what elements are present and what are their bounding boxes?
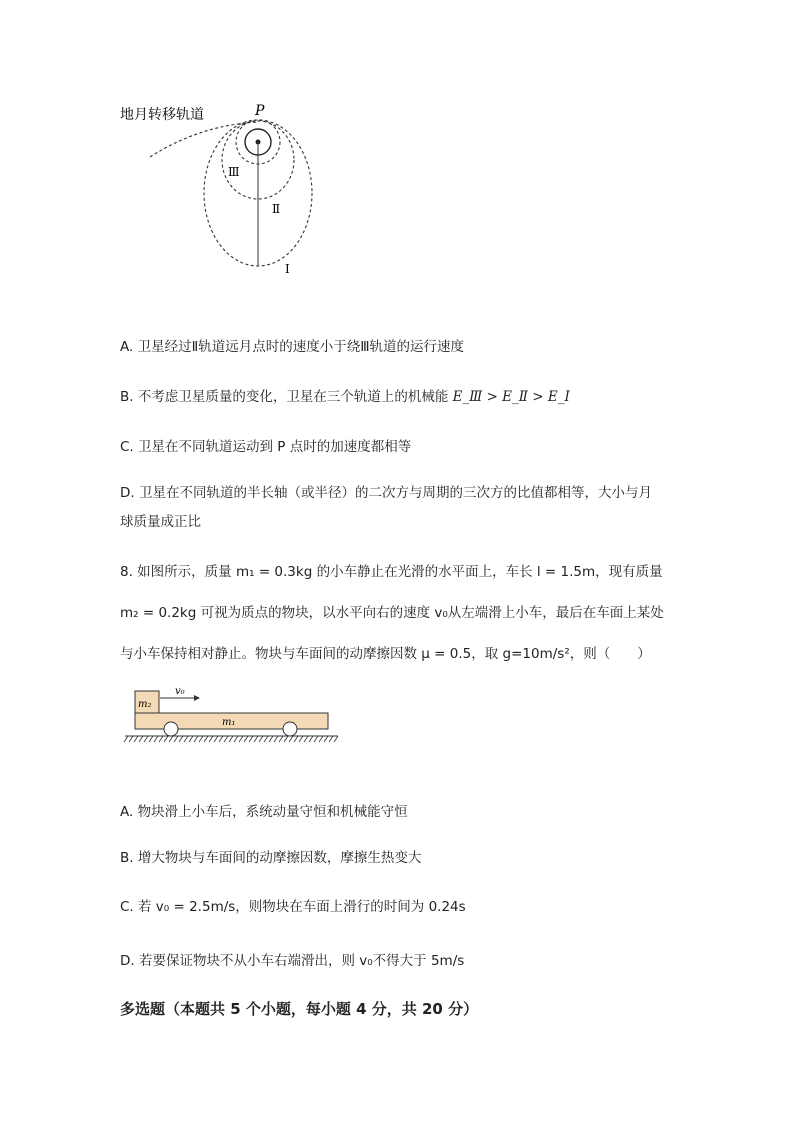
q7-option-b-text: B. 不考虑卫星质量的变化，卫星在三个轨道上的机械能	[120, 389, 449, 405]
orbit-1-label: I	[285, 262, 290, 276]
point-p-label: P	[255, 103, 265, 119]
orbit-figure	[110, 95, 340, 285]
transfer-orbit-label: 地月转移轨道	[120, 107, 204, 123]
q8-option-d: D. 若要保证物块不从小车右端滑出，则 v₀不得大于 5m/s	[120, 953, 465, 969]
q8-stem-line3: 与小车保持相对静止。物块与车面间的动摩擦因数 μ = 0.5，取 g=10m/s²，则（ ）	[120, 646, 651, 662]
q7-option-b	[120, 385, 570, 405]
q7-option-c: C. 卫星在不同轨道运动到 P 点时的加速度都相等	[120, 439, 412, 455]
cart-m1-label: m₁	[222, 717, 236, 728]
q8-stem-line1: 8. 如图所示，质量 m₁ = 0.3kg 的小车静止在光滑的水平面上，车长 l = 1.5m，现有质量	[120, 564, 663, 580]
section-heading: 多选题（本题共 5 个小题，每小题 4 分，共 20 分）	[120, 1000, 479, 1018]
q8-option-c: C. 若 v₀ = 2.5m/s，则物块在车面上滑行的时间为 0.24s	[120, 899, 466, 915]
q8-stem-line2: m₂ = 0.2kg 可视为质点的物块，以水平向右的速度 v₀从左端滑上小车，最后在车面上某处	[120, 605, 664, 621]
q7-option-a: A. 卫星经过Ⅱ轨道远月点时的速度小于绕Ⅲ轨道的运行速度	[120, 339, 465, 355]
cart-wheel-left	[164, 722, 178, 736]
block-m2-label: m₂	[138, 699, 152, 710]
cart-figure	[120, 680, 350, 750]
orbit-2-label: Ⅱ	[272, 202, 281, 216]
q8-option-a: A. 物块滑上小车后，系统动量守恒和机械能守恒	[120, 804, 408, 820]
q8-option-b: B. 增大物块与车面间的动摩擦因数，摩擦生热变大	[120, 850, 422, 866]
q7-option-d-line2: 球质量成正比	[120, 514, 201, 530]
q7-option-b-math: E_Ⅲ > E_Ⅱ > E_I	[452, 389, 570, 405]
moon-center	[256, 140, 261, 145]
velocity-arrowhead	[194, 695, 200, 701]
ground-hatching	[124, 736, 338, 742]
cart-wheel-right	[283, 722, 297, 736]
orbit-3-label: Ⅲ	[228, 165, 240, 179]
q7-option-d-line1: D. 卫星在不同轨道的半长轴（或半径）的二次方与周期的三次方的比值都相等，大小与月	[120, 485, 652, 501]
velocity-label: v₀	[175, 686, 185, 697]
